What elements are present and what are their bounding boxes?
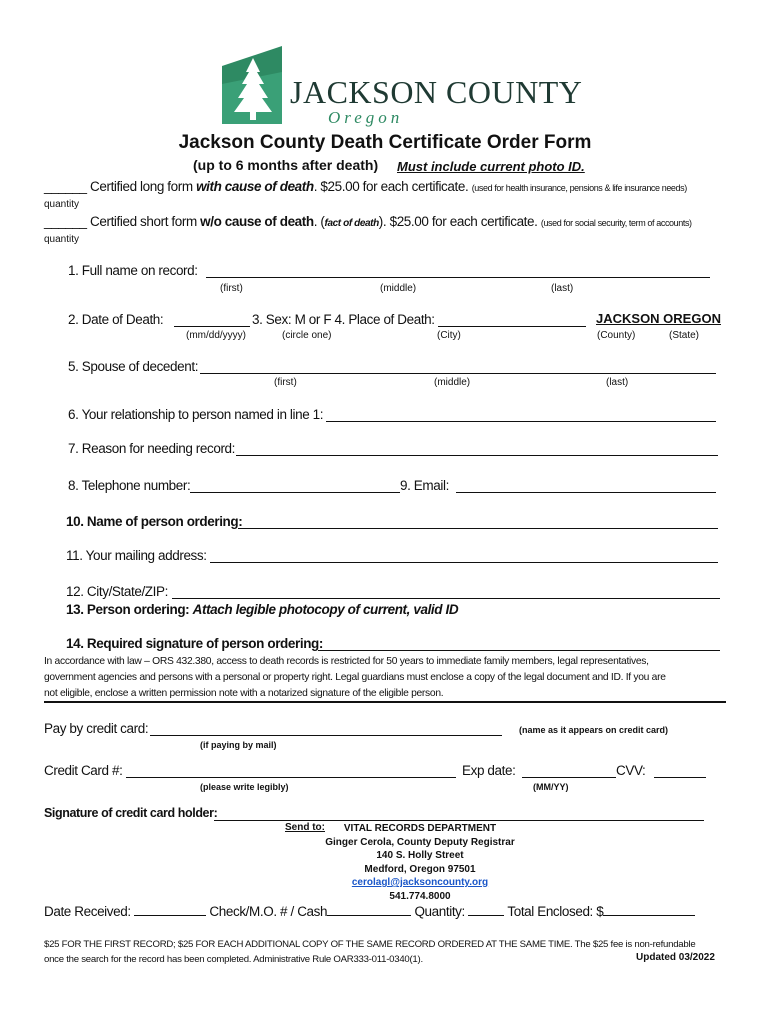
cvv-label: CVV:	[616, 763, 646, 778]
section-divider	[44, 701, 726, 703]
q8-label: 8. Telephone number:	[68, 478, 191, 493]
q11-label: 11. Your mailing address:	[66, 548, 207, 563]
q2-label: 2. Date of Death:	[68, 312, 164, 327]
check-mo-field[interactable]	[327, 903, 411, 916]
logo-state: Oregon	[328, 108, 404, 127]
send-to-address: VITAL RECORDS DEPARTMENT Ginger Cerola, County Deputy Registrar 140 S. Holly Street Medford, Oregon 97501 cerolagl@jacksoncounty.org 541.774.8000	[310, 822, 530, 903]
tree-mark-icon	[222, 44, 284, 124]
spouse-first-hint: (first)	[274, 377, 297, 388]
form-title: Jackson County Death Certificate Order Form	[178, 132, 592, 153]
mmddyyyy-hint: (mm/dd/yyyy)	[186, 330, 246, 341]
spouse-field[interactable]	[200, 359, 716, 374]
form-subtitle: (up to 6 months after death)	[193, 157, 379, 173]
q7-label: 7. Reason for needing record:	[68, 441, 236, 456]
long-form-qty-blank[interactable]: ______	[44, 179, 87, 194]
long-form-note: (used for health insurance, pensions & life insurance needs)	[471, 183, 687, 193]
legibly-hint: (please write legibly)	[200, 782, 289, 792]
q6-label: 6. Your relationship to person named in line 1:	[68, 407, 324, 422]
city-state-zip-field[interactable]	[172, 584, 720, 599]
county-logo	[220, 44, 583, 130]
cc-signature-field[interactable]	[214, 806, 704, 821]
q13-line: 13. Person ordering: Attach legible photocopy of current, valid ID	[66, 602, 459, 617]
telephone-field[interactable]	[190, 478, 400, 493]
last-hint: (last)	[551, 283, 574, 294]
send-to-email-link[interactable]: cerolagl@jacksoncounty.org	[351, 877, 489, 888]
q1-label: 1. Full name on record:	[68, 263, 198, 278]
send-to-label: Send to:	[285, 822, 325, 833]
short-form-qty-label: quantity	[44, 234, 80, 245]
office-line: Date Received: Check/M.O. # / Cash Quantity: Total Enclosed: $	[44, 903, 695, 919]
cardholder-note: (name as it appears on credit card)	[519, 725, 669, 735]
logo-name: JACKSON COUNTY	[290, 74, 583, 110]
relationship-field[interactable]	[326, 407, 716, 422]
place-of-death-value: JACKSON OREGON	[596, 311, 721, 326]
short-form-note: (used for social security, term of accounts)	[540, 218, 692, 228]
short-form-line: ______ Certified short form w/o cause of death. (fact of death). $25.00 for each certificate. (used for social security, term of accounts)	[44, 214, 692, 229]
if-mail-hint: (if paying by mail)	[200, 740, 277, 750]
reason-field[interactable]	[236, 441, 718, 456]
county-hint: (County)	[597, 330, 636, 341]
cardholder-name-field[interactable]	[150, 721, 502, 736]
long-form-qty-label: quantity	[44, 199, 80, 210]
date-of-death-field[interactable]	[174, 312, 250, 327]
mailing-address-field[interactable]	[210, 548, 718, 563]
photo-id-note: Must include current photo ID.	[397, 159, 585, 174]
q12-label: 12. City/State/ZIP:	[66, 584, 168, 599]
pay-label: Pay by credit card:	[44, 721, 149, 736]
middle-hint: (middle)	[380, 283, 417, 294]
q5-label: 5. Spouse of decedent:	[68, 359, 199, 374]
city-hint: (City)	[437, 330, 461, 341]
first-hint: (first)	[220, 283, 243, 294]
law-paragraph: In accordance with law – ORS 432.380, access to death records is restricted for 50 years to immediate family members, legal representatives, government agencies and persons with a personal or property right. Legal guardians must enclose a copy of the legal document and ID. If you are not eligible, enclose a written permission note with a notarized signature of the eligible person.	[44, 656, 666, 699]
spouse-last-hint: (last)	[606, 377, 629, 388]
person-ordering-field[interactable]	[238, 514, 718, 529]
cc-label: Credit Card #:	[44, 763, 123, 778]
exp-date-field[interactable]	[522, 763, 616, 778]
short-form-qty-blank[interactable]: ______	[44, 214, 87, 229]
q14-label: 14. Required signature of person ordering:	[66, 636, 323, 651]
email-field[interactable]	[456, 478, 716, 493]
mmyy-hint: (MM/YY)	[533, 782, 569, 792]
cvv-field[interactable]	[654, 763, 706, 778]
q10-label: 10. Name of person ordering:	[66, 514, 243, 529]
exp-label: Exp date:	[462, 763, 516, 778]
updated-date: Updated 03/2022	[636, 952, 715, 963]
signature-field[interactable]	[318, 636, 720, 651]
cc-signature-label: Signature of credit card holder:	[44, 806, 218, 820]
spouse-middle-hint: (middle)	[434, 377, 471, 388]
q3-q4-label: 3. Sex: M or F 4. Place of Death:	[252, 312, 435, 327]
place-of-death-city-field[interactable]	[438, 312, 586, 327]
total-enclosed-field[interactable]	[603, 903, 695, 916]
date-received-field[interactable]	[134, 903, 206, 916]
full-name-field[interactable]	[206, 263, 710, 278]
q9-label: 9. Email:	[400, 478, 449, 493]
credit-card-number-field[interactable]	[126, 763, 456, 778]
long-form-line: ______ Certified long form with cause of death. $25.00 for each certificate. (used for health insurance, pensions & life insurance needs)	[44, 179, 687, 194]
fee-note: $25 FOR THE FIRST RECORD; $25 FOR EACH ADDITIONAL COPY OF THE SAME RECORD ORDERED AT THE SAME TIME. The $25 fee is non-refundable once the search for the record has been completed. Administrative Rule OAR333-011-0340(1).	[44, 939, 696, 965]
quantity-field[interactable]	[468, 903, 504, 916]
circle-one-hint: (circle one)	[282, 330, 332, 341]
state-hint: (State)	[669, 330, 700, 341]
